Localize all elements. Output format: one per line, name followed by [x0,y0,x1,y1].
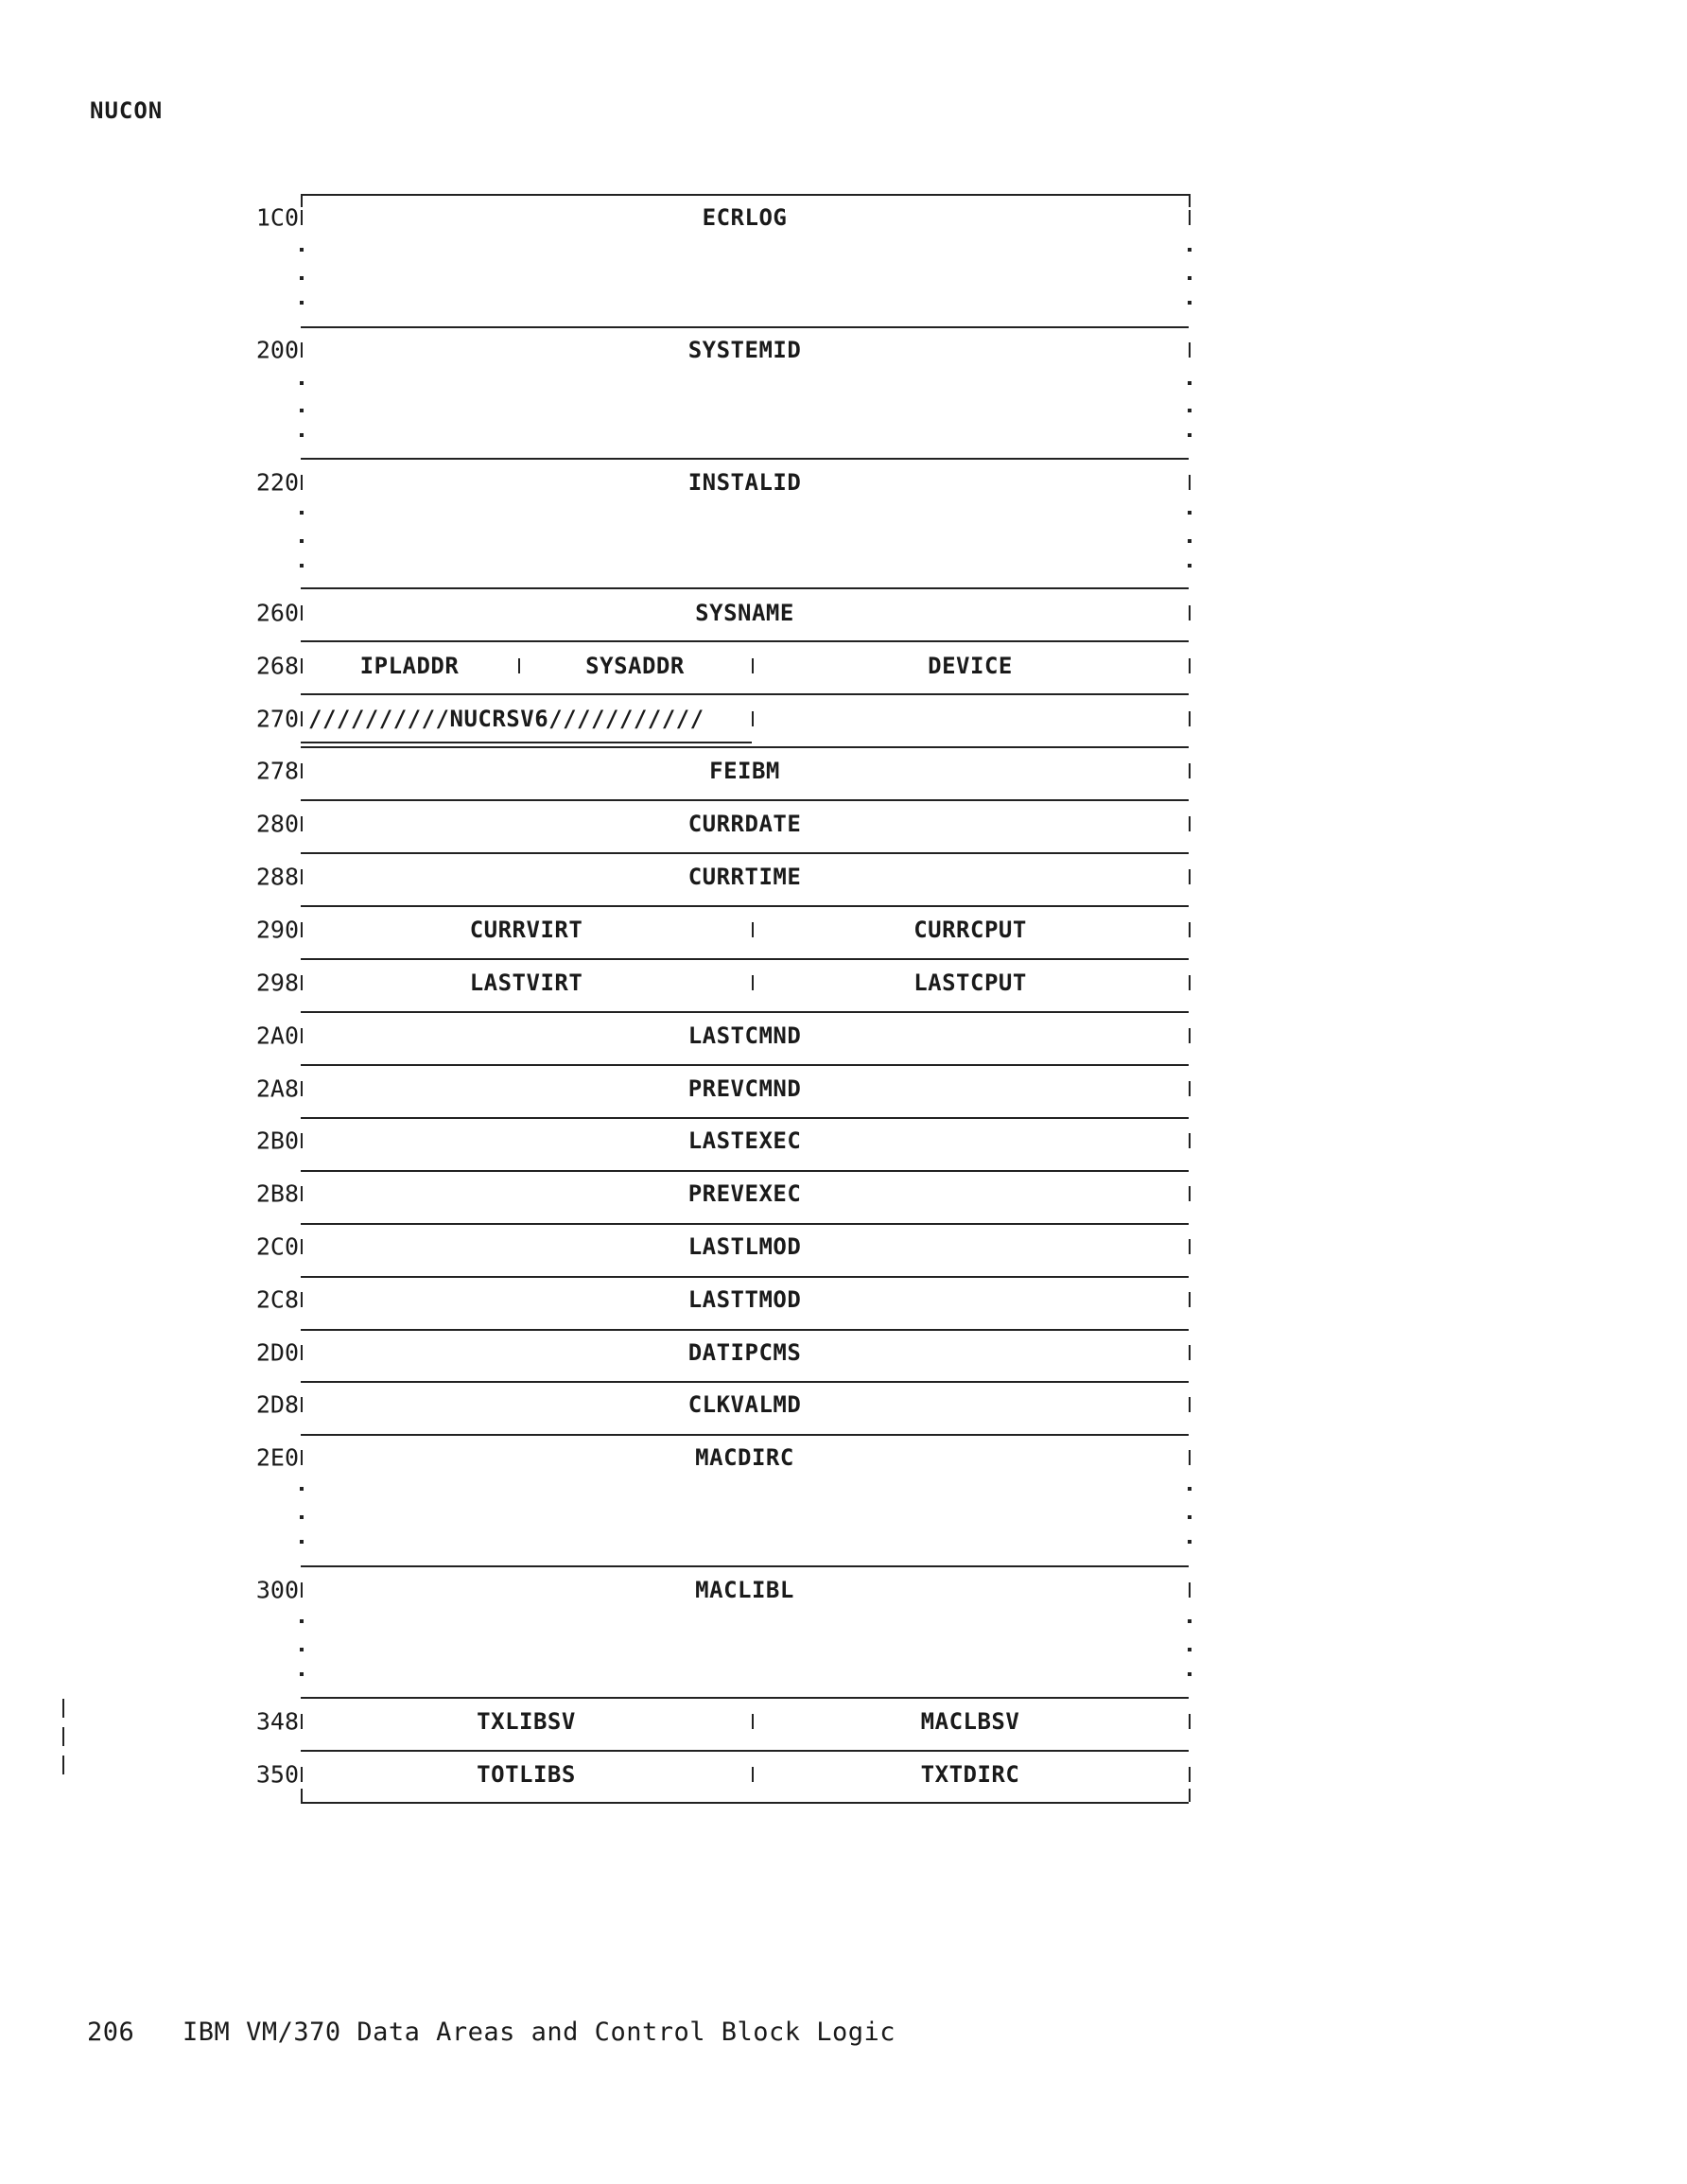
edge-right [1189,1239,1191,1254]
corner-right-bottom [1189,1789,1191,1802]
edge-right [1189,975,1191,990]
edge-right [1189,605,1191,620]
ellipsis-dot [300,301,304,305]
field-name: MACLIBL [695,1577,794,1603]
ellipsis-dot [1188,433,1191,437]
field-name: DATIPCMS [687,1339,802,1366]
row-separator [301,958,1189,960]
ellipsis-dot [1188,1648,1191,1651]
field-name: IPLADDR [359,653,460,679]
ellipsis-dot [300,511,304,515]
row-separator [301,1434,1189,1436]
ellipsis-dot [300,1540,304,1544]
row-separator [301,640,1189,642]
ellipsis-dot [1188,564,1191,568]
row-separator [301,1329,1189,1331]
offset-label: 2A0 [255,1022,299,1050]
ellipsis-dot [300,1487,304,1491]
row-separator [301,852,1189,854]
offset-label: 270 [255,705,299,733]
edge-left [301,711,303,726]
offset-label: 350 [255,1760,299,1789]
row-separator [301,1381,1189,1383]
ellipsis-dot [300,539,304,543]
edge-right [1189,1345,1191,1360]
ellipsis-dot [300,1515,304,1519]
offset-label: 220 [255,468,299,497]
edge-right [1189,763,1191,778]
ellipsis-dot [300,1619,304,1623]
footer [87,2018,896,2047]
field-name: CURRTIME [687,864,802,890]
ellipsis-dot [300,248,304,252]
edge-right [1189,869,1191,884]
row-separator [301,326,1189,328]
ellipsis-dot [1188,1487,1191,1491]
row-separator [301,905,1189,907]
ellipsis-dot [300,381,304,385]
edge-right [1189,1714,1191,1729]
field-name: LASTCMND [687,1022,802,1049]
row-separator [301,1064,1189,1066]
row-separator [301,1697,1189,1699]
reserved-underline [301,742,752,743]
field-name: LASTEXEC [687,1127,802,1154]
field-name: DEVICE [928,653,1013,679]
row-separator [301,1565,1189,1567]
ellipsis-dot [1188,511,1191,515]
ellipsis-dot [1188,248,1191,252]
offset-label: 2B0 [255,1127,299,1155]
field-name: MACDIRC [695,1444,794,1471]
field-name: CURRVIRT [469,917,583,943]
field-name: CLKVALMD [687,1391,802,1418]
ellipsis-dot [1188,1672,1191,1676]
offset-label: 1C0 [255,203,299,232]
edge-right [1189,1397,1191,1412]
revision-bar [62,1756,64,1774]
offset-label: 2D8 [255,1390,299,1419]
edge-right [1189,1767,1191,1782]
edge-right [1189,1028,1191,1043]
offset-label: 348 [255,1707,299,1736]
ellipsis-dot [300,276,304,280]
ellipsis-dot [1188,1515,1191,1519]
row-separator [301,693,1189,695]
edge-right [1189,1081,1191,1096]
ellipsis-dot [1188,381,1191,385]
field-name: LASTCPUT [913,970,1027,996]
ellipsis-dot [300,433,304,437]
reserved-divider [752,711,754,726]
field-name: ECRLOG [702,204,788,231]
field-name: SYSTEMID [687,337,802,363]
offset-label: 2A8 [255,1075,299,1103]
offset-label: 260 [255,599,299,627]
ellipsis-dot [1188,1619,1191,1623]
offset-label: 288 [255,863,299,891]
field-name: PREVCMND [687,1075,802,1102]
revision-bar [62,1727,64,1746]
ellipsis-dot [1188,276,1191,280]
offset-label: 200 [255,336,299,364]
row-separator [301,1170,1189,1172]
field-name: MACLBSV [920,1708,1020,1735]
field-reserved: //////////NUCRSV6/////////// [308,706,704,732]
offset-label: 2B8 [255,1179,299,1208]
offset-label: 300 [255,1576,299,1604]
offset-label: 2C0 [255,1232,299,1261]
edge-right [1189,816,1191,831]
edge-right [1189,1450,1191,1465]
ellipsis-dot [300,1648,304,1651]
edge-right [1189,1133,1191,1148]
ellipsis-dot [300,1672,304,1676]
field-name: TOTLIBS [477,1761,576,1788]
book-title: IBM VM/370 Data Areas and Control Block Logic [183,2018,896,2047]
offset-label: 2D0 [255,1338,299,1367]
field-name: TXTDIRC [920,1761,1020,1788]
ellipsis-dot [1188,539,1191,543]
box-bottom-border [301,1802,1189,1804]
field-name: INSTALID [687,469,802,496]
row-separator [301,1011,1189,1013]
revision-bar [62,1699,64,1718]
edge-right [1189,1186,1191,1201]
field-name: PREVEXEC [687,1180,802,1207]
edge-right [1189,475,1191,490]
row-separator [301,458,1189,460]
ellipsis-dot [1188,1540,1191,1544]
field-name: SYSADDR [585,653,685,679]
row-separator [301,1223,1189,1225]
edge-right [1189,658,1191,673]
field-name: LASTTMOD [687,1286,802,1313]
field-name: TXLIBSV [477,1708,576,1735]
offset-label: 280 [255,810,299,838]
edge-right [1189,1292,1191,1307]
row-separator [301,1750,1189,1752]
field-name: FEIBM [709,758,780,784]
offset-label: 290 [255,916,299,944]
edge-right [1189,342,1191,358]
offset-label: 2E0 [255,1443,299,1472]
ellipsis-dot [300,564,304,568]
field-name: SYSNAME [695,600,794,626]
field-name: CURRCPUT [913,917,1027,943]
page-number: 206 [87,2018,135,2047]
ellipsis-dot [1188,301,1191,305]
corner-right-top [1189,194,1191,207]
row-separator [301,799,1189,801]
row-separator [301,1276,1189,1278]
ellipsis-dot [1188,409,1191,412]
row-separator [301,1117,1189,1119]
field-name: LASTVIRT [469,970,583,996]
row-separator [301,746,1189,748]
field-name: CURRDATE [687,811,802,837]
page-header: NUCON [90,97,164,124]
edge-right [1189,711,1191,726]
offset-label: 278 [255,757,299,785]
edge-right [1189,1582,1191,1598]
offset-label: 268 [255,652,299,680]
edge-right [1189,922,1191,937]
row-separator [301,587,1189,589]
box-top-border [301,194,1189,196]
edge-right [1189,210,1191,225]
corner-left-bottom [301,1789,303,1802]
offset-label: 298 [255,969,299,997]
offset-label: 2C8 [255,1285,299,1314]
field-name: LASTLMOD [687,1233,802,1260]
ellipsis-dot [300,409,304,412]
